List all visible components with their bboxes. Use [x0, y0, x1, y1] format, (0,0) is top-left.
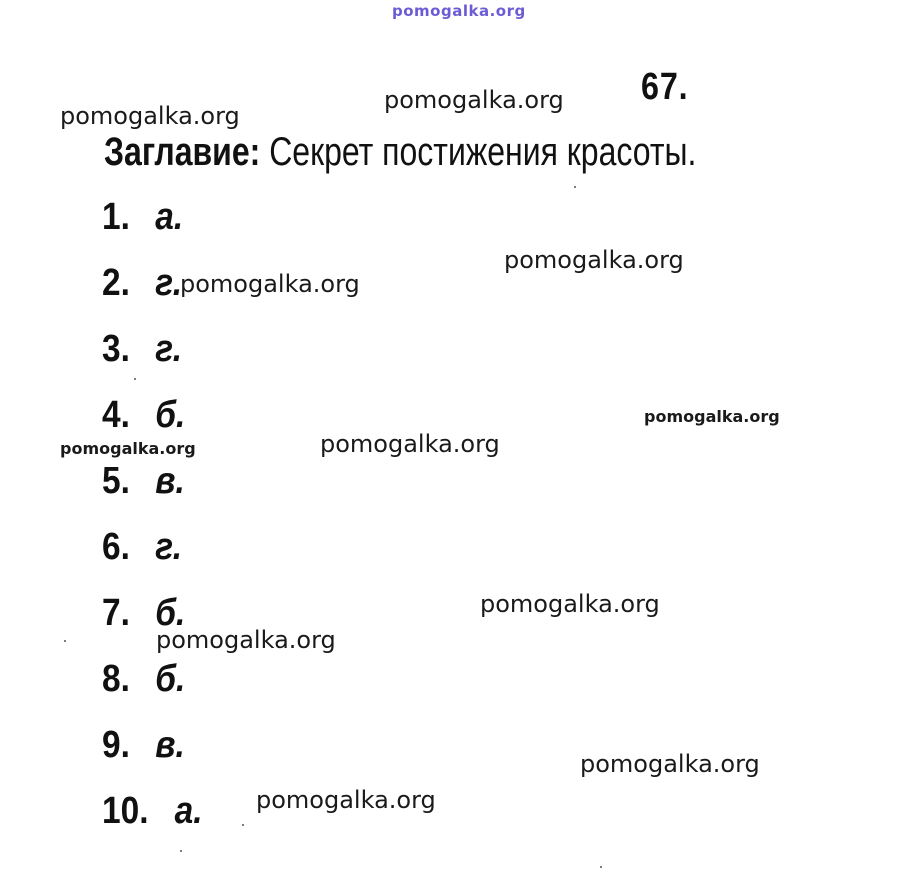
- answer-number: 8.: [102, 658, 130, 700]
- answer-item: [102, 724, 185, 767]
- answer-item: [102, 262, 182, 305]
- answer-number: 9.: [102, 724, 130, 766]
- answer-letter: г.: [155, 526, 182, 568]
- scan-speck: [242, 824, 244, 826]
- watermark: pomogalka.org: [480, 590, 660, 618]
- answer-item: [102, 460, 185, 503]
- page-title: [104, 130, 696, 175]
- watermark: pomogalka.org: [504, 246, 684, 274]
- answer-number: 7.: [102, 592, 130, 634]
- answer-item: [102, 196, 183, 239]
- title-label: Заглавие:: [104, 130, 261, 174]
- watermark: pomogalka.org: [320, 430, 500, 458]
- answer-item: [102, 592, 185, 635]
- watermark: pomogalka.org: [180, 270, 360, 298]
- scan-speck: [64, 640, 66, 642]
- answer-letter: в.: [155, 724, 185, 766]
- answer-letter: г.: [155, 328, 182, 370]
- answer-letter: а.: [155, 196, 184, 238]
- answer-letter: б.: [155, 592, 186, 634]
- answer-item: [102, 526, 182, 569]
- watermark: pomogalka.org: [256, 786, 436, 814]
- watermark: pomogalka.org: [644, 407, 780, 426]
- answer-number: 2.: [102, 262, 130, 304]
- answer-letter: а.: [174, 790, 203, 832]
- answer-item: [102, 394, 185, 437]
- answer-number: 4.: [102, 394, 130, 436]
- answer-letter: в.: [155, 460, 185, 502]
- watermark: pomogalka.org: [156, 626, 336, 654]
- answer-letter: б.: [155, 658, 186, 700]
- watermark: pomogalka.org: [60, 102, 240, 130]
- title-text: Секрет постижения красоты.: [269, 130, 697, 174]
- answer-item: [102, 790, 203, 833]
- answer-number: 6.: [102, 526, 130, 568]
- answer-number: 1.: [102, 196, 130, 238]
- answer-number: 10.: [102, 790, 149, 832]
- answer-item: [102, 328, 182, 371]
- scan-speck: [134, 378, 136, 380]
- answer-letter: г.: [155, 262, 182, 304]
- exercise-number: 67.: [641, 66, 689, 108]
- answer-item: [102, 658, 185, 701]
- watermark: pomogalka.org: [384, 86, 564, 114]
- answer-number: 3.: [102, 328, 130, 370]
- scan-speck: [600, 866, 602, 868]
- watermark-top: pomogalka.org: [392, 2, 526, 20]
- scan-speck: [574, 186, 576, 188]
- answer-number: 5.: [102, 460, 130, 502]
- watermark: pomogalka.org: [580, 750, 760, 778]
- scan-speck: [180, 850, 182, 852]
- answer-letter: б.: [155, 394, 186, 436]
- watermark: pomogalka.org: [60, 439, 196, 458]
